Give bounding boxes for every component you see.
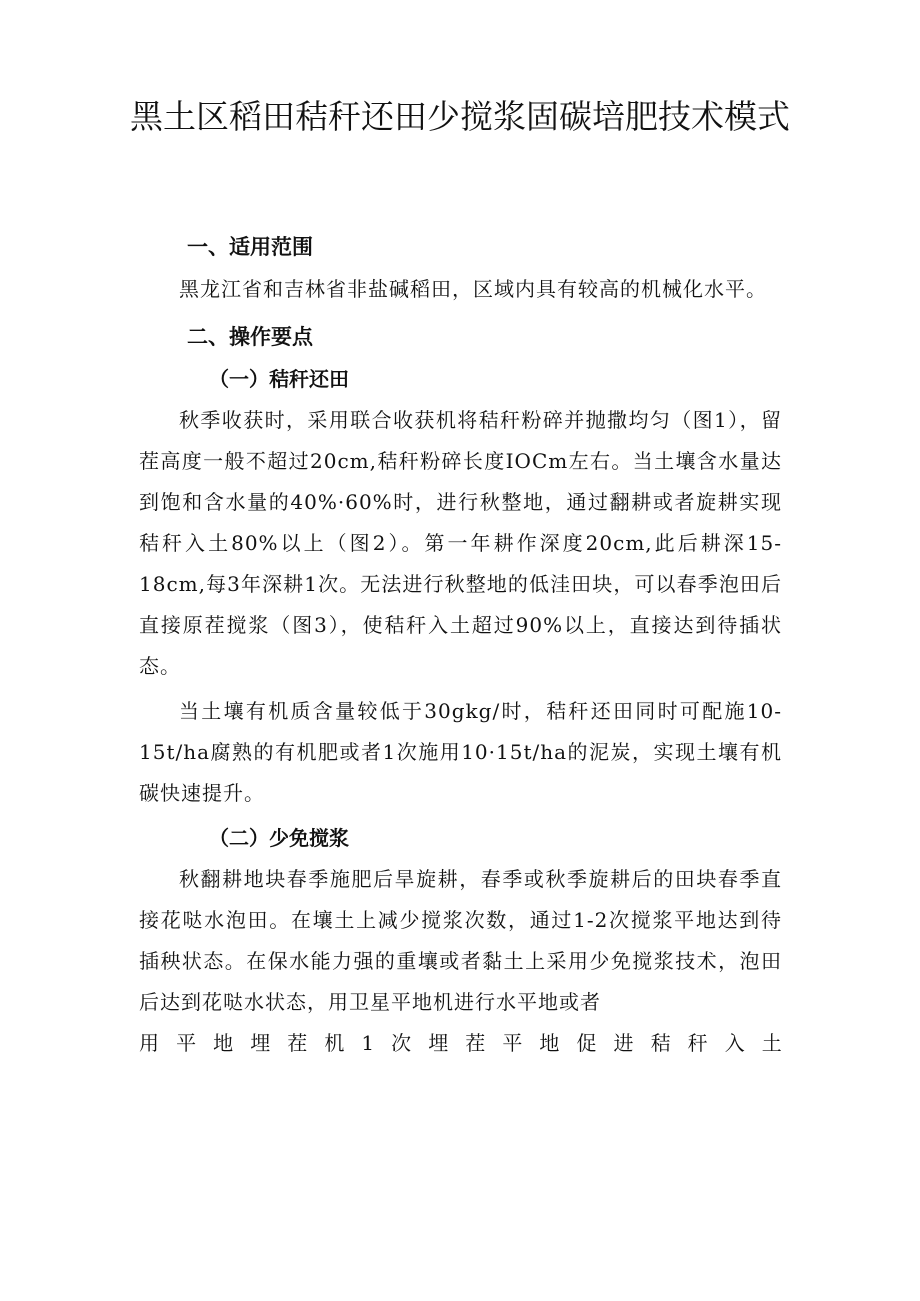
subsection-heading-less-puddling: （二）少免搅浆 bbox=[209, 826, 349, 850]
justified-char: 茬 bbox=[465, 1031, 486, 1055]
justified-char: 平 bbox=[502, 1031, 523, 1055]
document-body bbox=[139, 226, 782, 1064]
paragraph-less-puddling: 秋翻耕地块春季施肥后旱旋耕，春季或秋季旋耕后的田块春季直接花哒水泡田。在壤土上减少搅浆次数，通过1-2次搅浆平地达到待插秧状态。在保水能力强的重壤或者黏土上采用少免搅浆技术，泡田后达到花哒水状态，用卫星平地机进行水平地或者 bbox=[139, 867, 782, 1014]
justified-char: 平 bbox=[176, 1031, 197, 1055]
section-heading-key-points: 二、操作要点 bbox=[187, 325, 313, 349]
paragraph-justified-last-line bbox=[139, 1023, 782, 1064]
justified-char: 次 bbox=[391, 1031, 412, 1055]
section-heading-scope: 一、适用范围 bbox=[187, 235, 313, 259]
justified-char: 埋 bbox=[250, 1031, 271, 1055]
page-title: 黑土区稻田秸秆还田少搅浆固碳培肥技术模式 bbox=[130, 97, 790, 136]
justified-char: 促 bbox=[576, 1031, 597, 1055]
justified-char: 茬 bbox=[287, 1031, 308, 1055]
justified-char: 秸 bbox=[650, 1031, 671, 1055]
justified-char: 埋 bbox=[428, 1031, 449, 1055]
justified-char: 土 bbox=[761, 1031, 782, 1055]
justified-char: 用 bbox=[139, 1031, 159, 1055]
justified-char: 地 bbox=[539, 1031, 560, 1055]
justified-char: 入 bbox=[724, 1031, 745, 1055]
subsection-heading-straw-return: （一）秸秆还田 bbox=[209, 367, 349, 391]
justified-char: 机 bbox=[324, 1031, 345, 1055]
paragraph-scope: 黑龙江省和吉林省非盐碱稻田，区域内具有较高的机械化水平。 bbox=[179, 277, 767, 301]
justified-char: 进 bbox=[613, 1031, 634, 1055]
paragraph-straw-return: 秋季收获时，采用联合收获机将秸秆粉碎并抛撒均匀（图1），留茬高度一般不超过20cm,秸秆粉碎长度IOCm左右。当土壤含水量达到饱和含水量的40%·60%时，进行秋整地，通过翻耕或者旋耕实现秸秆入土80%以上（图2）。第一年耕作深度20cm,此后耕深15-18cm,每3年深耕1次。无法进行秋整地的低洼田块，可以春季泡田后直接原茬搅浆（图3），使秸秆入土超过90%以上，直接达到待插状态。 bbox=[139, 408, 782, 678]
justified-char: 1 bbox=[361, 1031, 375, 1055]
paragraph-organic-matter: 当土壤有机质含量较低于30gkg/时，秸秆还田同时可配施10-15t/ha腐熟的有机肥或者1次施用10·15t/ha的泥炭，实现土壤有机碳快速提升。 bbox=[139, 699, 782, 805]
justified-char: 地 bbox=[213, 1031, 234, 1055]
justified-char: 秆 bbox=[687, 1031, 708, 1055]
